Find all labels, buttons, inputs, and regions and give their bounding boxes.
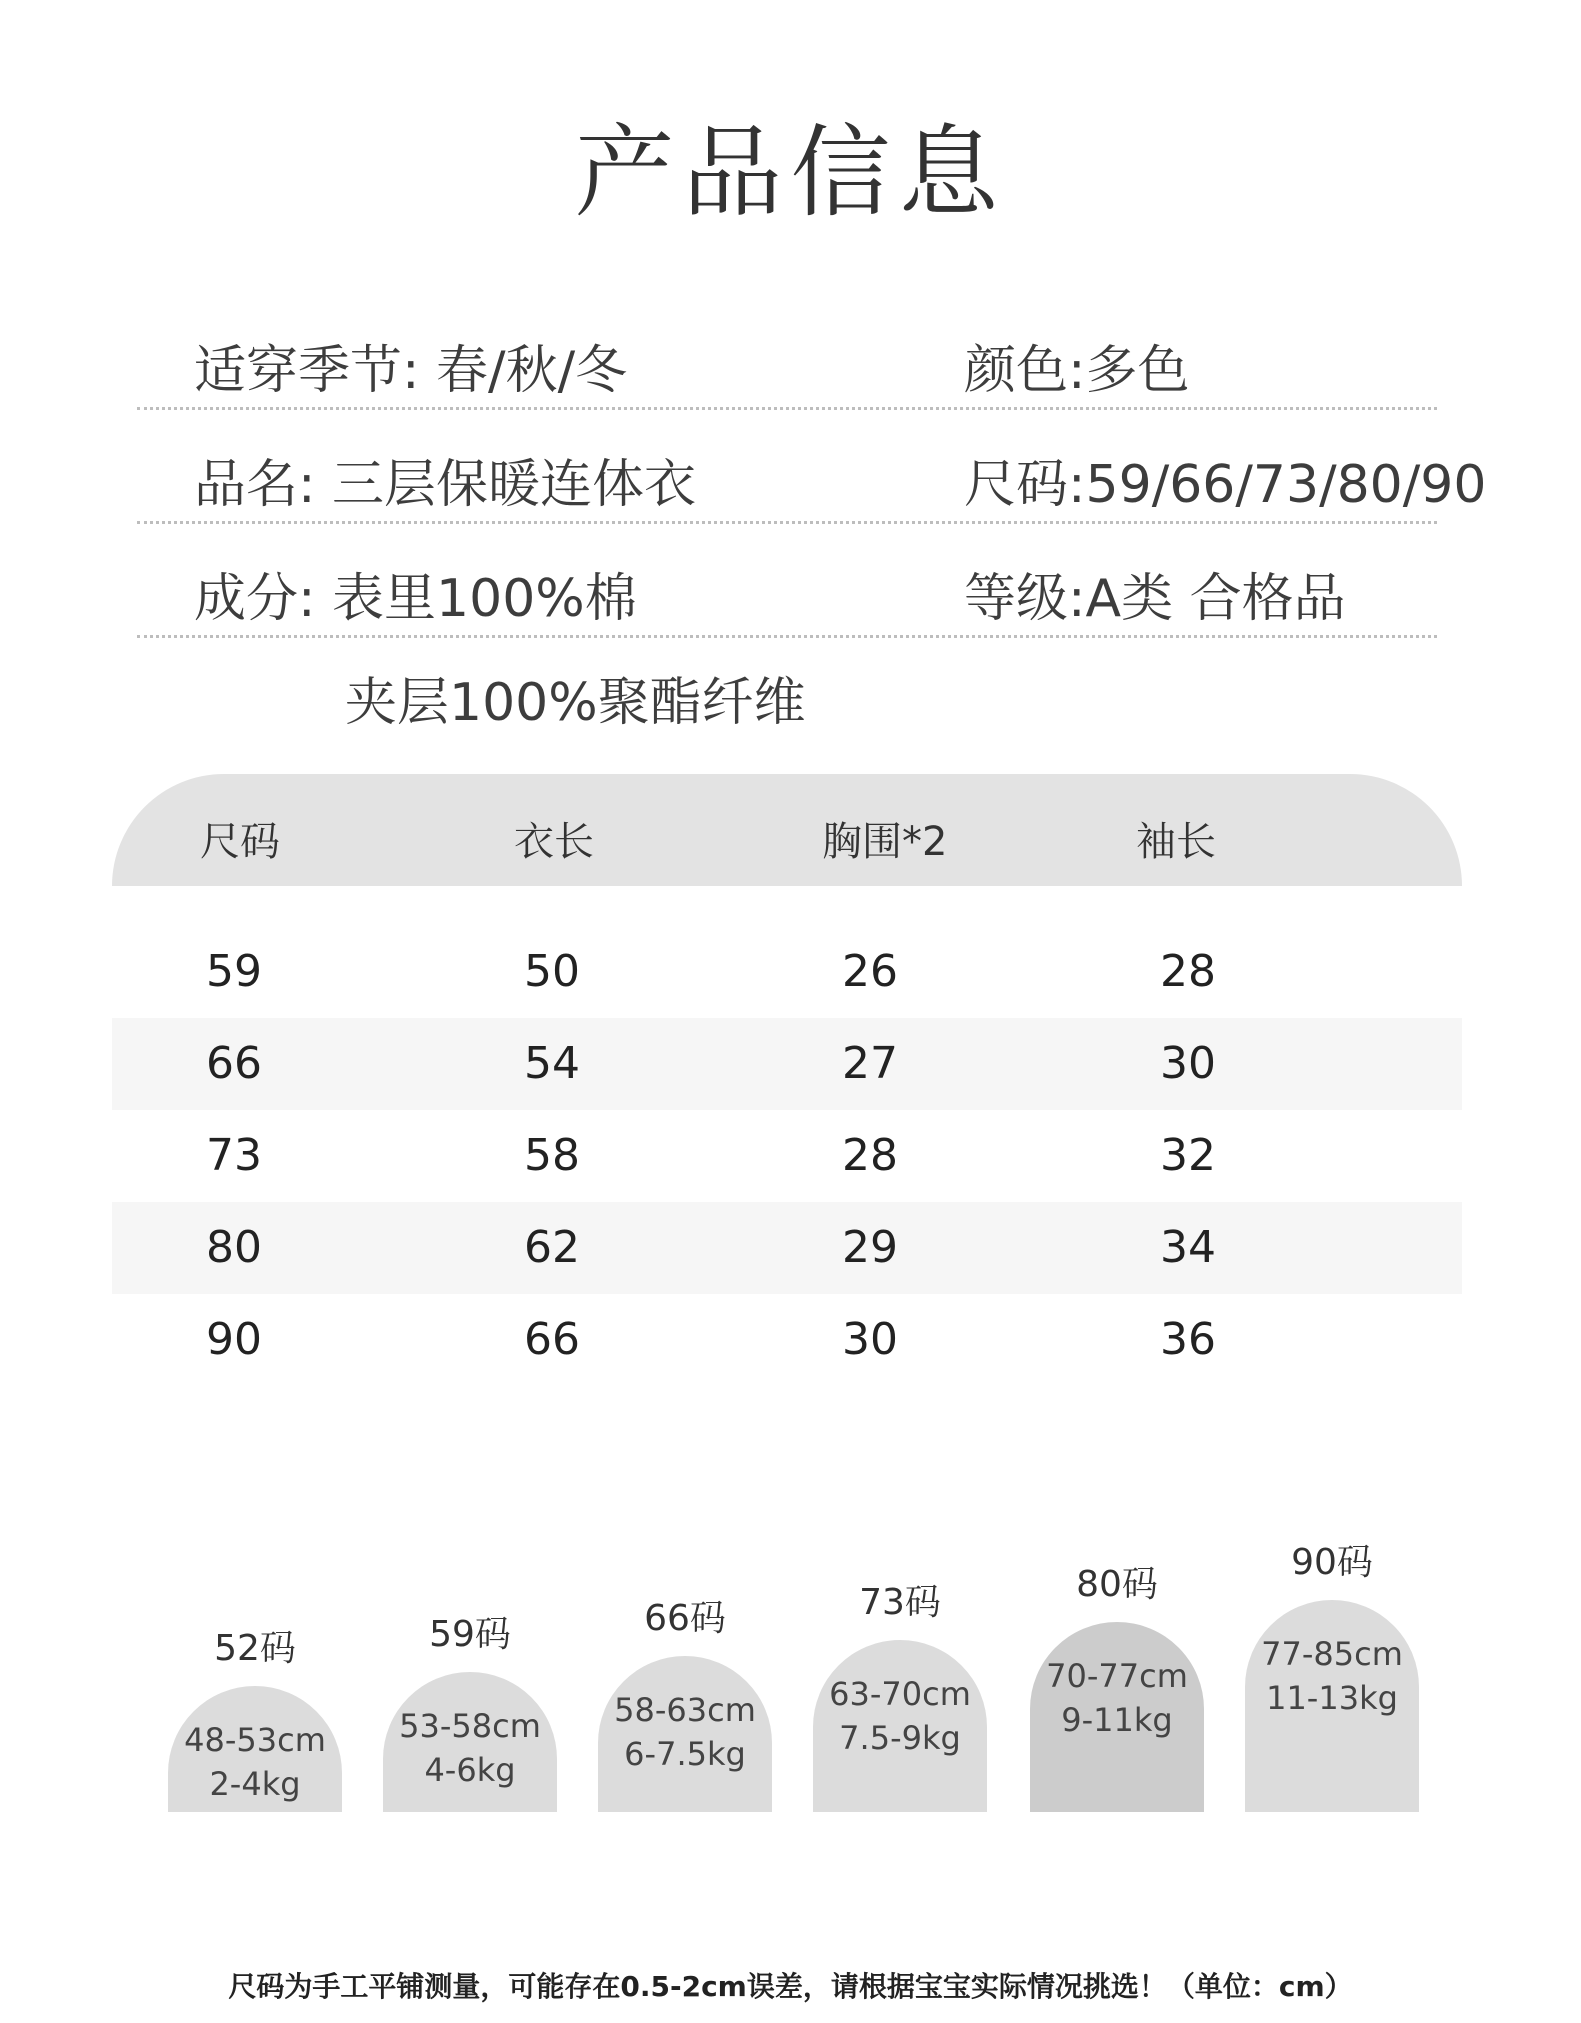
info-sizes: 尺码:59/66/73/80/90 — [964, 455, 1487, 515]
cell-chest: 28 — [842, 1130, 898, 1181]
cell-chest: 29 — [842, 1222, 898, 1273]
cell-size: 59 — [206, 946, 262, 997]
header-length: 衣长 — [514, 819, 594, 865]
cell-chest: 30 — [842, 1314, 898, 1365]
growth-weight: 9-11kg — [1061, 1701, 1173, 1739]
growth-weight: 6-7.5kg — [624, 1735, 746, 1773]
growth-bar — [1030, 1622, 1204, 1812]
header-sleeve: 袖长 — [1136, 819, 1216, 865]
growth-bar — [1245, 1600, 1419, 1812]
cell-length: 50 — [524, 946, 580, 997]
growth-size-label: 80码 — [1076, 1564, 1158, 1605]
growth-item — [598, 1590, 772, 1812]
info-material: 成分: 表里100%棉 — [194, 569, 637, 629]
cell-length: 58 — [524, 1130, 580, 1181]
cell-sleeve: 34 — [1160, 1222, 1216, 1273]
info-color: 颜色:多色 — [964, 341, 1190, 401]
growth-height: 48-53cm — [184, 1721, 326, 1759]
growth-weight: 2-4kg — [209, 1765, 301, 1803]
cell-size: 66 — [206, 1038, 262, 1089]
growth-size-label: 66码 — [644, 1598, 726, 1639]
page-title: 产品信息 — [574, 114, 1007, 231]
growth-bar — [813, 1640, 987, 1812]
growth-size-label: 73码 — [859, 1582, 941, 1623]
info-product-name: 品名: 三层保暖连体衣 — [194, 455, 697, 515]
growth-item — [1245, 1534, 1419, 1812]
growth-item — [1030, 1556, 1204, 1812]
growth-height: 77-85cm — [1261, 1635, 1403, 1673]
cell-chest: 26 — [842, 946, 898, 997]
growth-height: 63-70cm — [829, 1675, 971, 1713]
growth-bar — [383, 1672, 557, 1812]
growth-size-label: 90码 — [1291, 1542, 1373, 1583]
growth-item — [813, 1574, 987, 1812]
cell-length: 62 — [524, 1222, 580, 1273]
header-chest: 胸围*2 — [822, 819, 948, 865]
growth-weight: 4-6kg — [424, 1751, 516, 1789]
cell-sleeve: 36 — [1160, 1314, 1216, 1365]
cell-sleeve: 30 — [1160, 1038, 1216, 1089]
info-material-lining: 夹层100%聚酯纤维 — [345, 673, 806, 733]
growth-size-label: 52码 — [214, 1628, 296, 1669]
info-season: 适穿季节: 春/秋/冬 — [194, 341, 628, 401]
cell-length: 66 — [524, 1314, 580, 1365]
cell-sleeve: 28 — [1160, 946, 1216, 997]
measurement-note: 尺码为手工平铺测量，可能存在0.5-2cm误差，请根据宝宝实际情况挑选！（单位：cm） — [228, 1970, 1353, 2003]
growth-item — [168, 1620, 342, 1812]
growth-height: 53-58cm — [399, 1707, 541, 1745]
growth-height: 70-77cm — [1046, 1657, 1188, 1695]
cell-size: 80 — [206, 1222, 262, 1273]
growth-weight: 11-13kg — [1266, 1679, 1398, 1717]
growth-bar — [168, 1686, 342, 1812]
cell-chest: 27 — [842, 1038, 898, 1089]
growth-weight: 7.5-9kg — [839, 1719, 961, 1757]
cell-sleeve: 32 — [1160, 1130, 1216, 1181]
growth-item — [383, 1606, 557, 1812]
header-size: 尺码 — [200, 819, 280, 865]
cell-size: 90 — [206, 1314, 262, 1365]
growth-height: 58-63cm — [614, 1691, 756, 1729]
cell-size: 73 — [206, 1130, 262, 1181]
cell-length: 54 — [524, 1038, 580, 1089]
growth-size-label: 59码 — [429, 1614, 511, 1655]
info-grade: 等级:A类 合格品 — [964, 569, 1346, 629]
growth-bar — [598, 1656, 772, 1812]
